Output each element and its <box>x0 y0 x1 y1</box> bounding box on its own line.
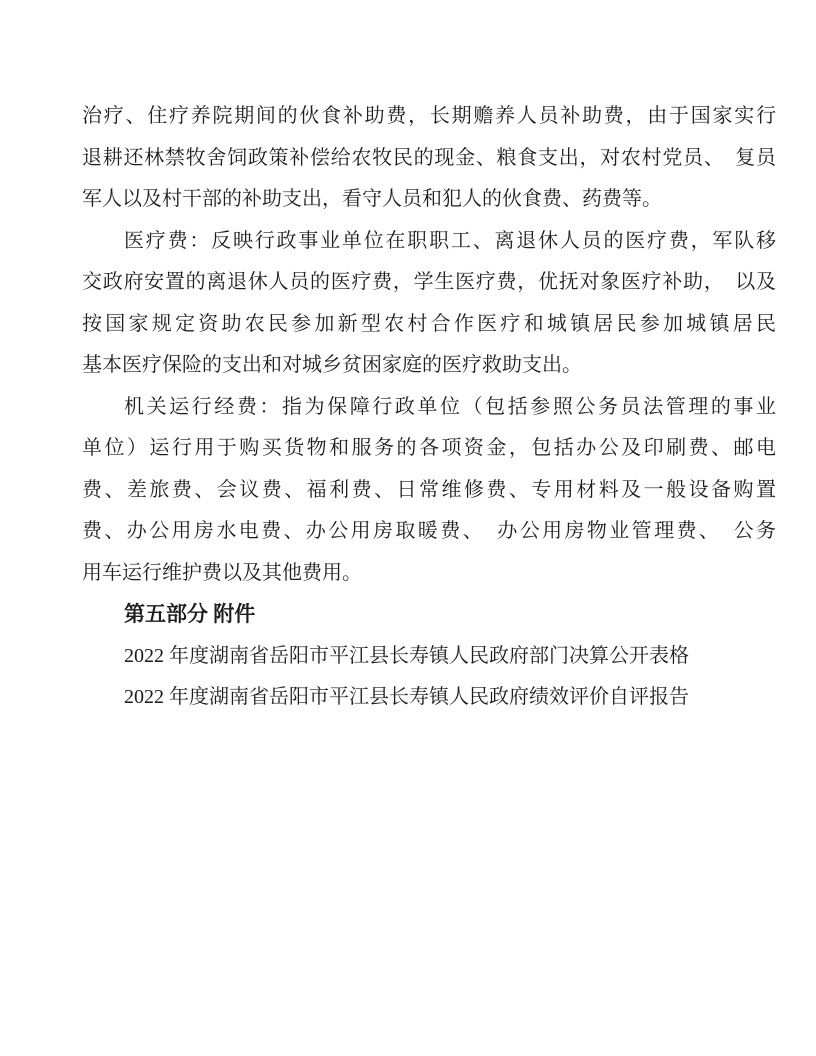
body-text-line: 交政府安置的离退休人员的医疗费，学生医疗费，优抚对象医疗补助， 以及 <box>82 271 776 293</box>
body-text-line: 军人以及村干部的补助支出，看守人员和犯人的伙食费、药费等。 <box>82 188 662 210</box>
attachment-title: 2022 年度湖南省岳阳市平江县长寿镇人民政府绩效评价自评报告 <box>124 686 689 708</box>
body-text-line: 治疗、住疗养院期间的伙食补助费，长期赡养人员补助费，由于国家实行 <box>82 105 776 127</box>
section-heading: 第五部分 附件 <box>124 602 256 626</box>
body-text-line: 单位）运行用于购买货物和服务的各项资金，包括办公及印刷费、邮电 <box>82 437 776 459</box>
body-text-line: 基本医疗保险的支出和对城乡贫困家庭的医疗救助支出。 <box>82 354 582 376</box>
body-text-line: 按国家规定资助农民参加新型农村合作医疗和城镇居民参加城镇居民 <box>82 312 776 335</box>
body-text-line: 退耕还林禁牧舍饲政策补偿给农牧民的现金、粮食支出，对农村党员、 复员 <box>82 146 776 169</box>
body-text-line: 费、办公用房水电费、办公用房取暖费、 办公用房物业管理费、 公务 <box>82 520 776 542</box>
document-body <box>82 96 776 719</box>
body-text-line: 用车运行维护费以及其他费用。 <box>82 561 362 584</box>
body-text-line: 机关运行经费：指为保障行政单位（包括参照公务员法管理的事业 <box>124 395 776 418</box>
attachment-title: 2022 年度湖南省岳阳市平江县长寿镇人民政府部门决算公开表格 <box>124 644 689 667</box>
body-text-line: 医疗费：反映行政事业单位在职职工、离退休人员的医疗费，军队移 <box>124 229 776 252</box>
body-text-line: 费、差旅费、会议费、福利费、日常维修费、专用材料及一般设备购置 <box>82 478 776 501</box>
